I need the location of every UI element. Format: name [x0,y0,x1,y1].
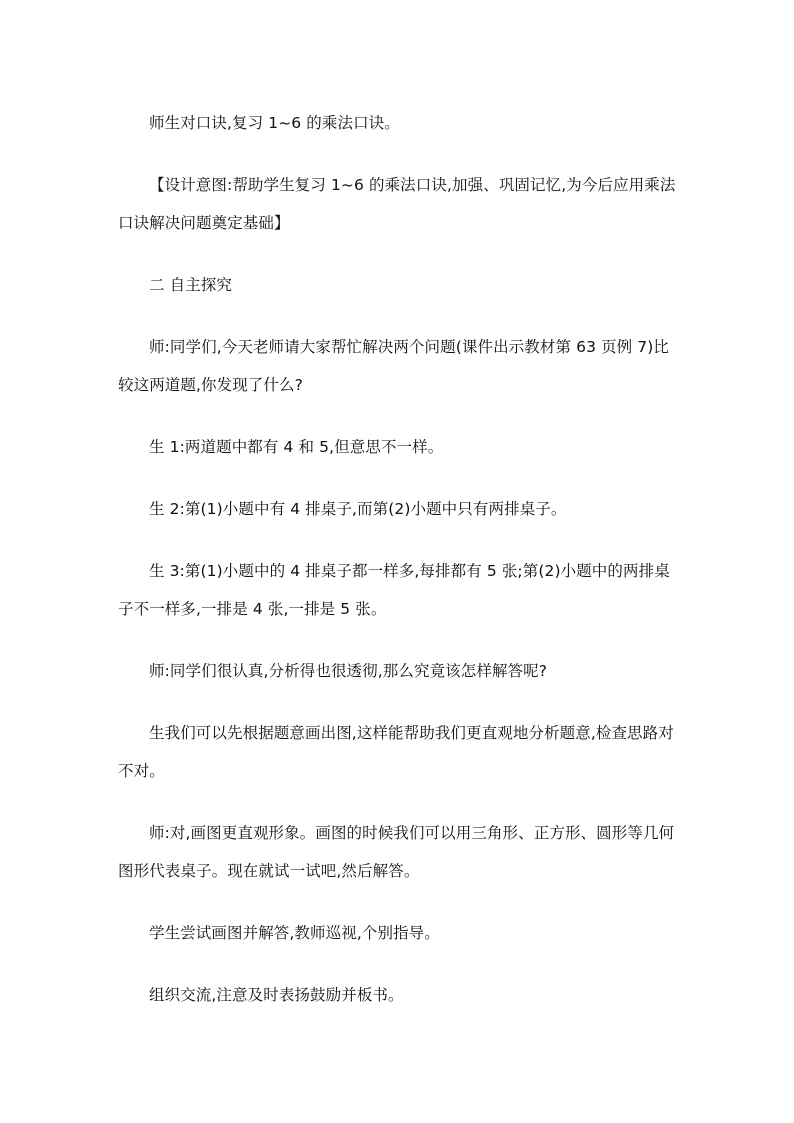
paragraph-student-3: 生 3:第(1)小题中的 4 排桌子都一样多,每排都有 5 张;第(2)小题中的两排桌子不一样多,一排是 4 张,一排是 5 张。 [118,562,670,618]
paragraph-organize-exchange: 组织交流,注意及时表扬鼓励并板书。 [149,986,404,1004]
paragraph-teacher-question: 师:同学们,今天老师请大家帮忙解决两个问题(课件出示教材第 63 页例 7)比较这两道题,你发现了什么? [118,338,670,394]
paragraph-design-intent: 【设计意图:帮助学生复习 1~6 的乘法口诀,加强、巩固记忆,为今后应用乘法口诀解决问题奠定基础】 [118,176,676,232]
paragraph-gap [118,304,683,328]
paragraph-gap [118,404,683,428]
paragraph-gap [118,628,683,652]
paragraph-student-1: 生 1:两道题中都有 4 和 5,但意思不一样。 [149,438,444,456]
paragraph-gap [118,690,683,714]
paragraph-student-2: 生 2:第(1)小题中有 4 排桌子,而第(2)小题中只有两排桌子。 [149,500,567,518]
paragraph-gap [118,952,683,976]
document-body [118,104,683,1014]
paragraph-gap [118,242,683,266]
paragraph-teacher-praise: 师:同学们很认真,分析得也很透彻,那么究竟该怎样解答呢? [149,662,548,680]
paragraph-gap [118,528,683,552]
paragraph-gap [118,790,683,814]
paragraph-gap [118,142,683,166]
section-heading-self-exploration: 二 自主探究 [149,276,233,294]
paragraph-student-drawing-idea: 生我们可以先根据题意画出图,这样能帮助我们更直观地分析题意,检查思路对不对。 [118,724,674,780]
paragraph-review-multiplication: 师生对口诀,复习 1~6 的乘法口诀。 [149,114,400,132]
paragraph-teacher-drawing-guidance: 师:对,画图更直观形象。画图的时候我们可以用三角形、正方形、圆形等几何图形代表桌子。现在就试一试吧,然后解答。 [118,824,675,880]
paragraph-gap [118,466,683,490]
paragraph-gap [118,890,683,914]
paragraph-student-attempt: 学生尝试画图并解答,教师巡视,个别指导。 [149,924,440,942]
